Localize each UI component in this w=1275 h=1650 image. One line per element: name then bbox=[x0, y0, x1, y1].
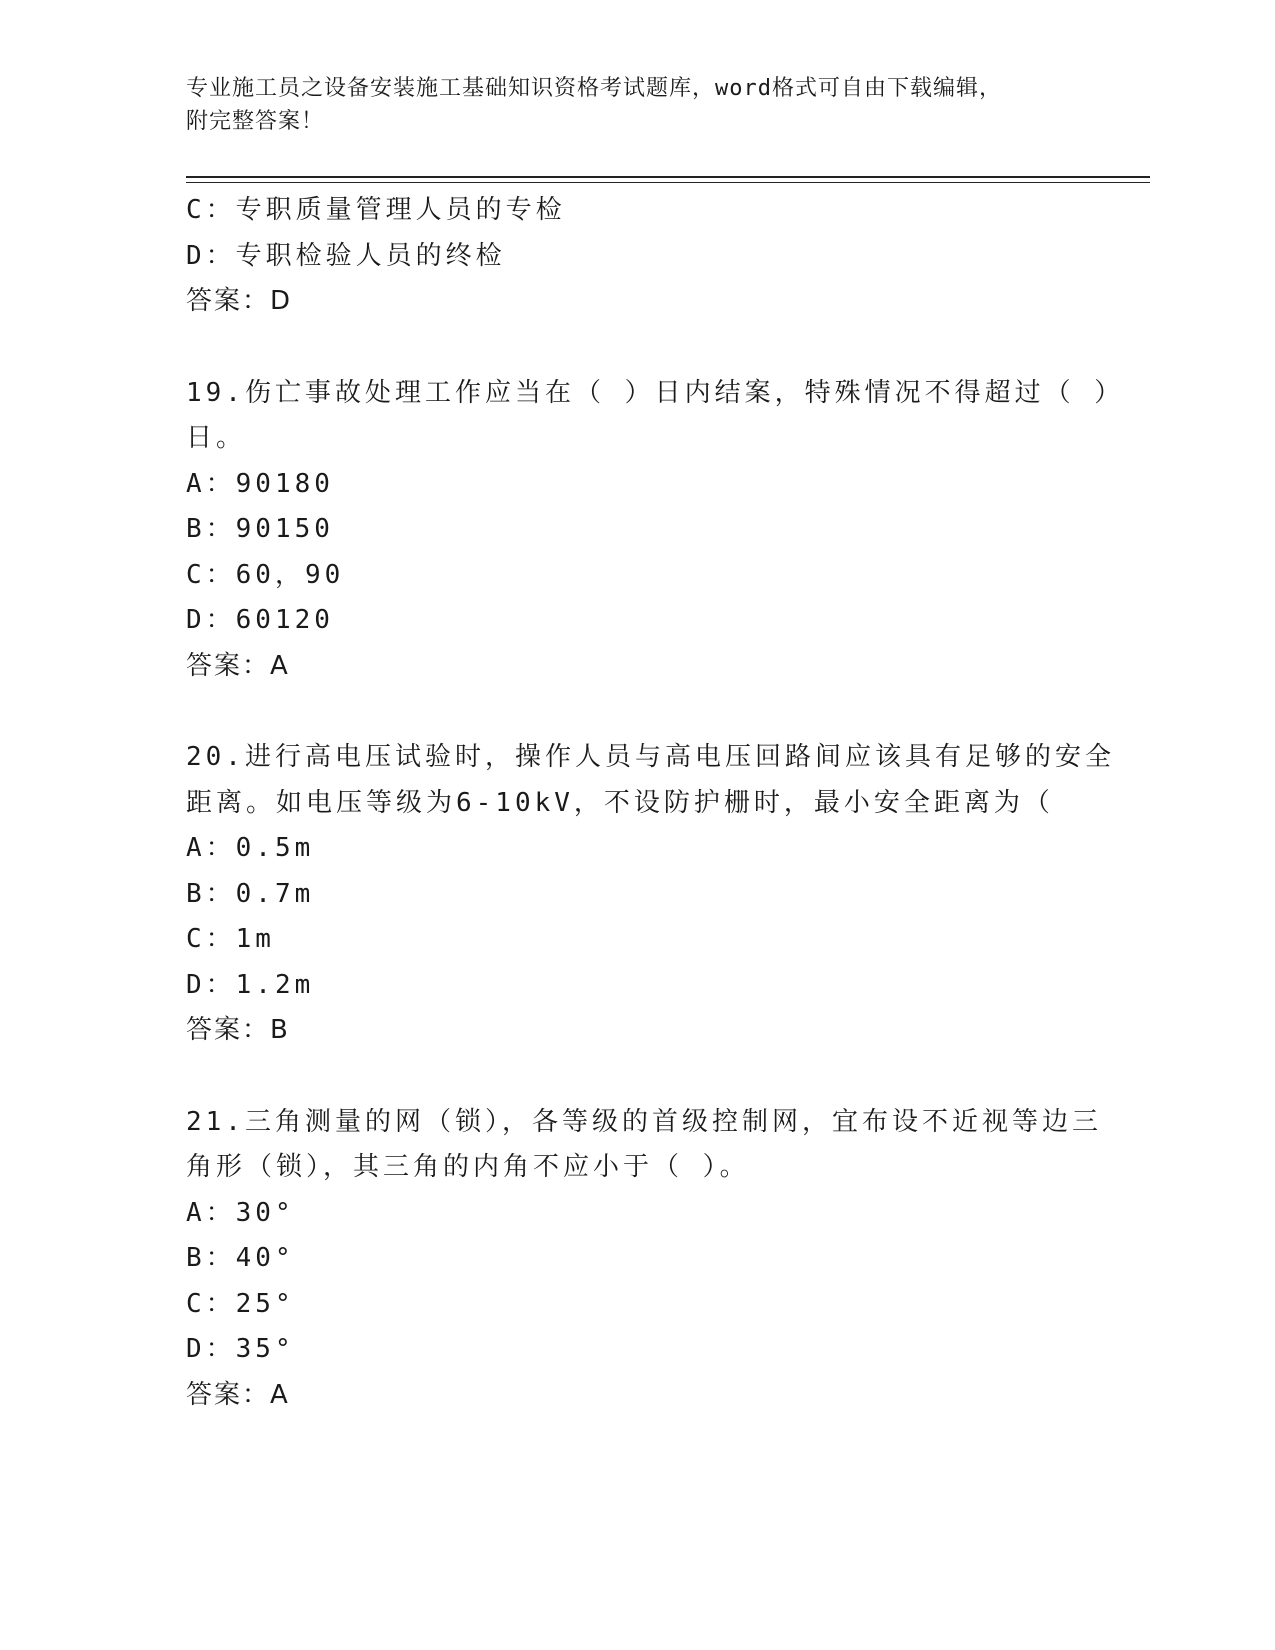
answer-line: 答案：D bbox=[186, 286, 293, 316]
question-19 bbox=[186, 371, 1125, 690]
option-b: B：90150 bbox=[186, 514, 334, 544]
option-d: D：35° bbox=[186, 1334, 295, 1364]
question-20 bbox=[186, 735, 1115, 1054]
option-c: C：1m bbox=[186, 924, 275, 954]
question-text-line-1: 20.进行高电压试验时，操作人员与高电压回路间应该具有足够的安全 bbox=[186, 742, 1115, 772]
header-divider-thin bbox=[186, 182, 1150, 183]
option-a: A：90180 bbox=[186, 468, 334, 499]
option-a: A：30° bbox=[186, 1197, 295, 1228]
option-b: B：40° bbox=[186, 1243, 295, 1273]
question-text-line-1: 19.伤亡事故处理工作应当在（ ）日内结案，特殊情况不得超过（ ） bbox=[186, 377, 1125, 408]
header-line-2: 附完整答案！ bbox=[186, 109, 325, 134]
question-text-line-2: 角形（锁），其三角的内角不应小于（ ）。 bbox=[186, 1152, 750, 1182]
question-18-fragment bbox=[186, 188, 1086, 325]
question-text-line-2: 距离。如电压等级为6-10kV，不设防护栅时，最小安全距离为（ bbox=[186, 787, 1054, 818]
answer-line: 答案：A bbox=[186, 650, 290, 681]
option-d: D：专职检验人员的终检 bbox=[186, 240, 506, 271]
question-text-line-2: 日。 bbox=[186, 423, 247, 453]
option-c: C：专职质量管理人员的专检 bbox=[186, 195, 566, 225]
question-21 bbox=[186, 1100, 1102, 1419]
option-c: C：25° bbox=[186, 1288, 295, 1319]
header-divider-thick bbox=[186, 176, 1150, 178]
answer-line: 答案：A bbox=[186, 1379, 290, 1410]
option-a: A：0.5m bbox=[186, 833, 315, 863]
document-header bbox=[186, 72, 1066, 138]
answer-line: 答案：B bbox=[186, 1015, 290, 1045]
option-c: C：60，90 bbox=[186, 559, 345, 590]
spacer bbox=[186, 689, 1086, 735]
option-d: D：60120 bbox=[186, 605, 334, 635]
spacer bbox=[186, 1054, 1086, 1100]
option-b: B：0.7m bbox=[186, 878, 315, 909]
option-d: D：1.2m bbox=[186, 969, 315, 1000]
header-line-1: 专业施工员之设备安装施工基础知识资格考试题库，word格式可自由下载编辑， bbox=[186, 76, 1002, 101]
question-text-line-1: 21.三角测量的网（锁），各等级的首级控制网，宜布设不近视等边三 bbox=[186, 1106, 1102, 1137]
spacer bbox=[186, 325, 1086, 371]
question-list bbox=[186, 188, 1125, 1418]
